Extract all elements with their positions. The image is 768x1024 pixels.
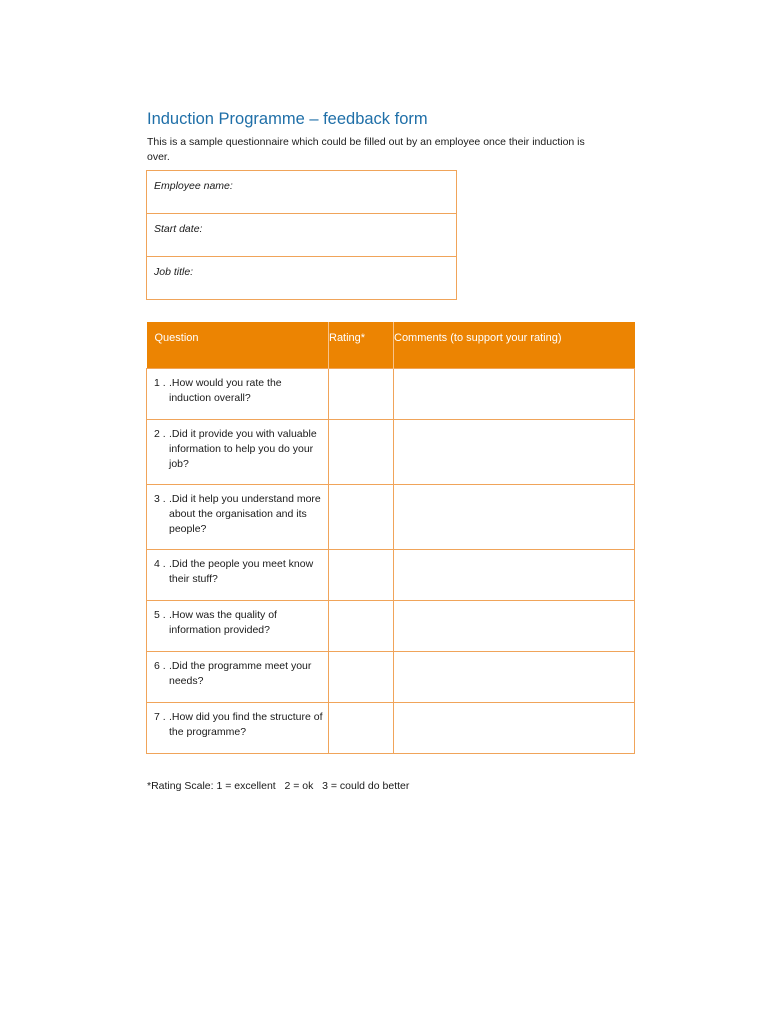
header-comments: Comments (to support your rating) [394, 322, 635, 368]
question-number: 4 . [154, 557, 166, 570]
question-number: 6 . [154, 659, 166, 672]
comments-cell[interactable] [394, 368, 635, 419]
table-header-row [147, 322, 635, 368]
rating-cell[interactable] [329, 651, 394, 702]
rating-cell[interactable] [329, 484, 394, 549]
intro-text: This is a sample questionnaire which could be filled out by an employee once their induction is over. [147, 136, 585, 163]
comments-cell[interactable] [394, 651, 635, 702]
question-text: .Did the programme meet your needs? [169, 659, 312, 687]
rating-cell[interactable] [329, 549, 394, 600]
rating-cell[interactable] [329, 368, 394, 419]
question-text: .How was the quality of information provided? [169, 608, 277, 636]
comments-cell[interactable] [394, 549, 635, 600]
header-question: Question [147, 322, 329, 368]
table-row [147, 549, 635, 600]
question-text: .How did you find the structure of the programme? [169, 710, 323, 738]
question-cell [147, 600, 329, 651]
question-cell [147, 651, 329, 702]
question-number: 3 . [154, 492, 166, 505]
comments-cell[interactable] [394, 419, 635, 484]
question-text: .How would you rate the induction overall? [169, 376, 282, 404]
question-text: .Did it provide you with valuable information to help you do your job? [169, 427, 317, 470]
question-number: 1 . [154, 376, 166, 389]
rating-cell[interactable] [329, 419, 394, 484]
question-cell [147, 702, 329, 753]
table-row [147, 419, 635, 484]
comments-cell[interactable] [394, 484, 635, 549]
question-cell [147, 368, 329, 419]
table-row [147, 600, 635, 651]
question-cell [147, 549, 329, 600]
comments-cell[interactable] [394, 702, 635, 753]
question-number: 7 . [154, 710, 166, 723]
header-rating: Rating* [329, 322, 394, 368]
question-cell [147, 484, 329, 549]
employee-details-box [146, 170, 457, 300]
table-row [147, 368, 635, 419]
question-number: 5 . [154, 608, 166, 621]
table-row [147, 702, 635, 753]
table-row [147, 484, 635, 549]
feedback-table [146, 322, 635, 754]
table-row [147, 651, 635, 702]
start-date-field[interactable]: Start date: [147, 214, 456, 257]
rating-scale-footnote: *Rating Scale: 1 = excellent 2 = ok 3 = could do better [147, 780, 410, 792]
question-number: 2 . [154, 427, 166, 440]
question-text: .Did the people you meet know their stuff? [169, 557, 314, 585]
employee-name-field[interactable]: Employee name: [147, 171, 456, 214]
page-title: Induction Programme – feedback form [147, 110, 428, 128]
comments-cell[interactable] [394, 600, 635, 651]
question-cell [147, 419, 329, 484]
rating-cell[interactable] [329, 702, 394, 753]
rating-cell[interactable] [329, 600, 394, 651]
question-text: .Did it help you understand more about the organisation and its people? [169, 492, 321, 535]
job-title-field[interactable]: Job title: [147, 257, 456, 300]
